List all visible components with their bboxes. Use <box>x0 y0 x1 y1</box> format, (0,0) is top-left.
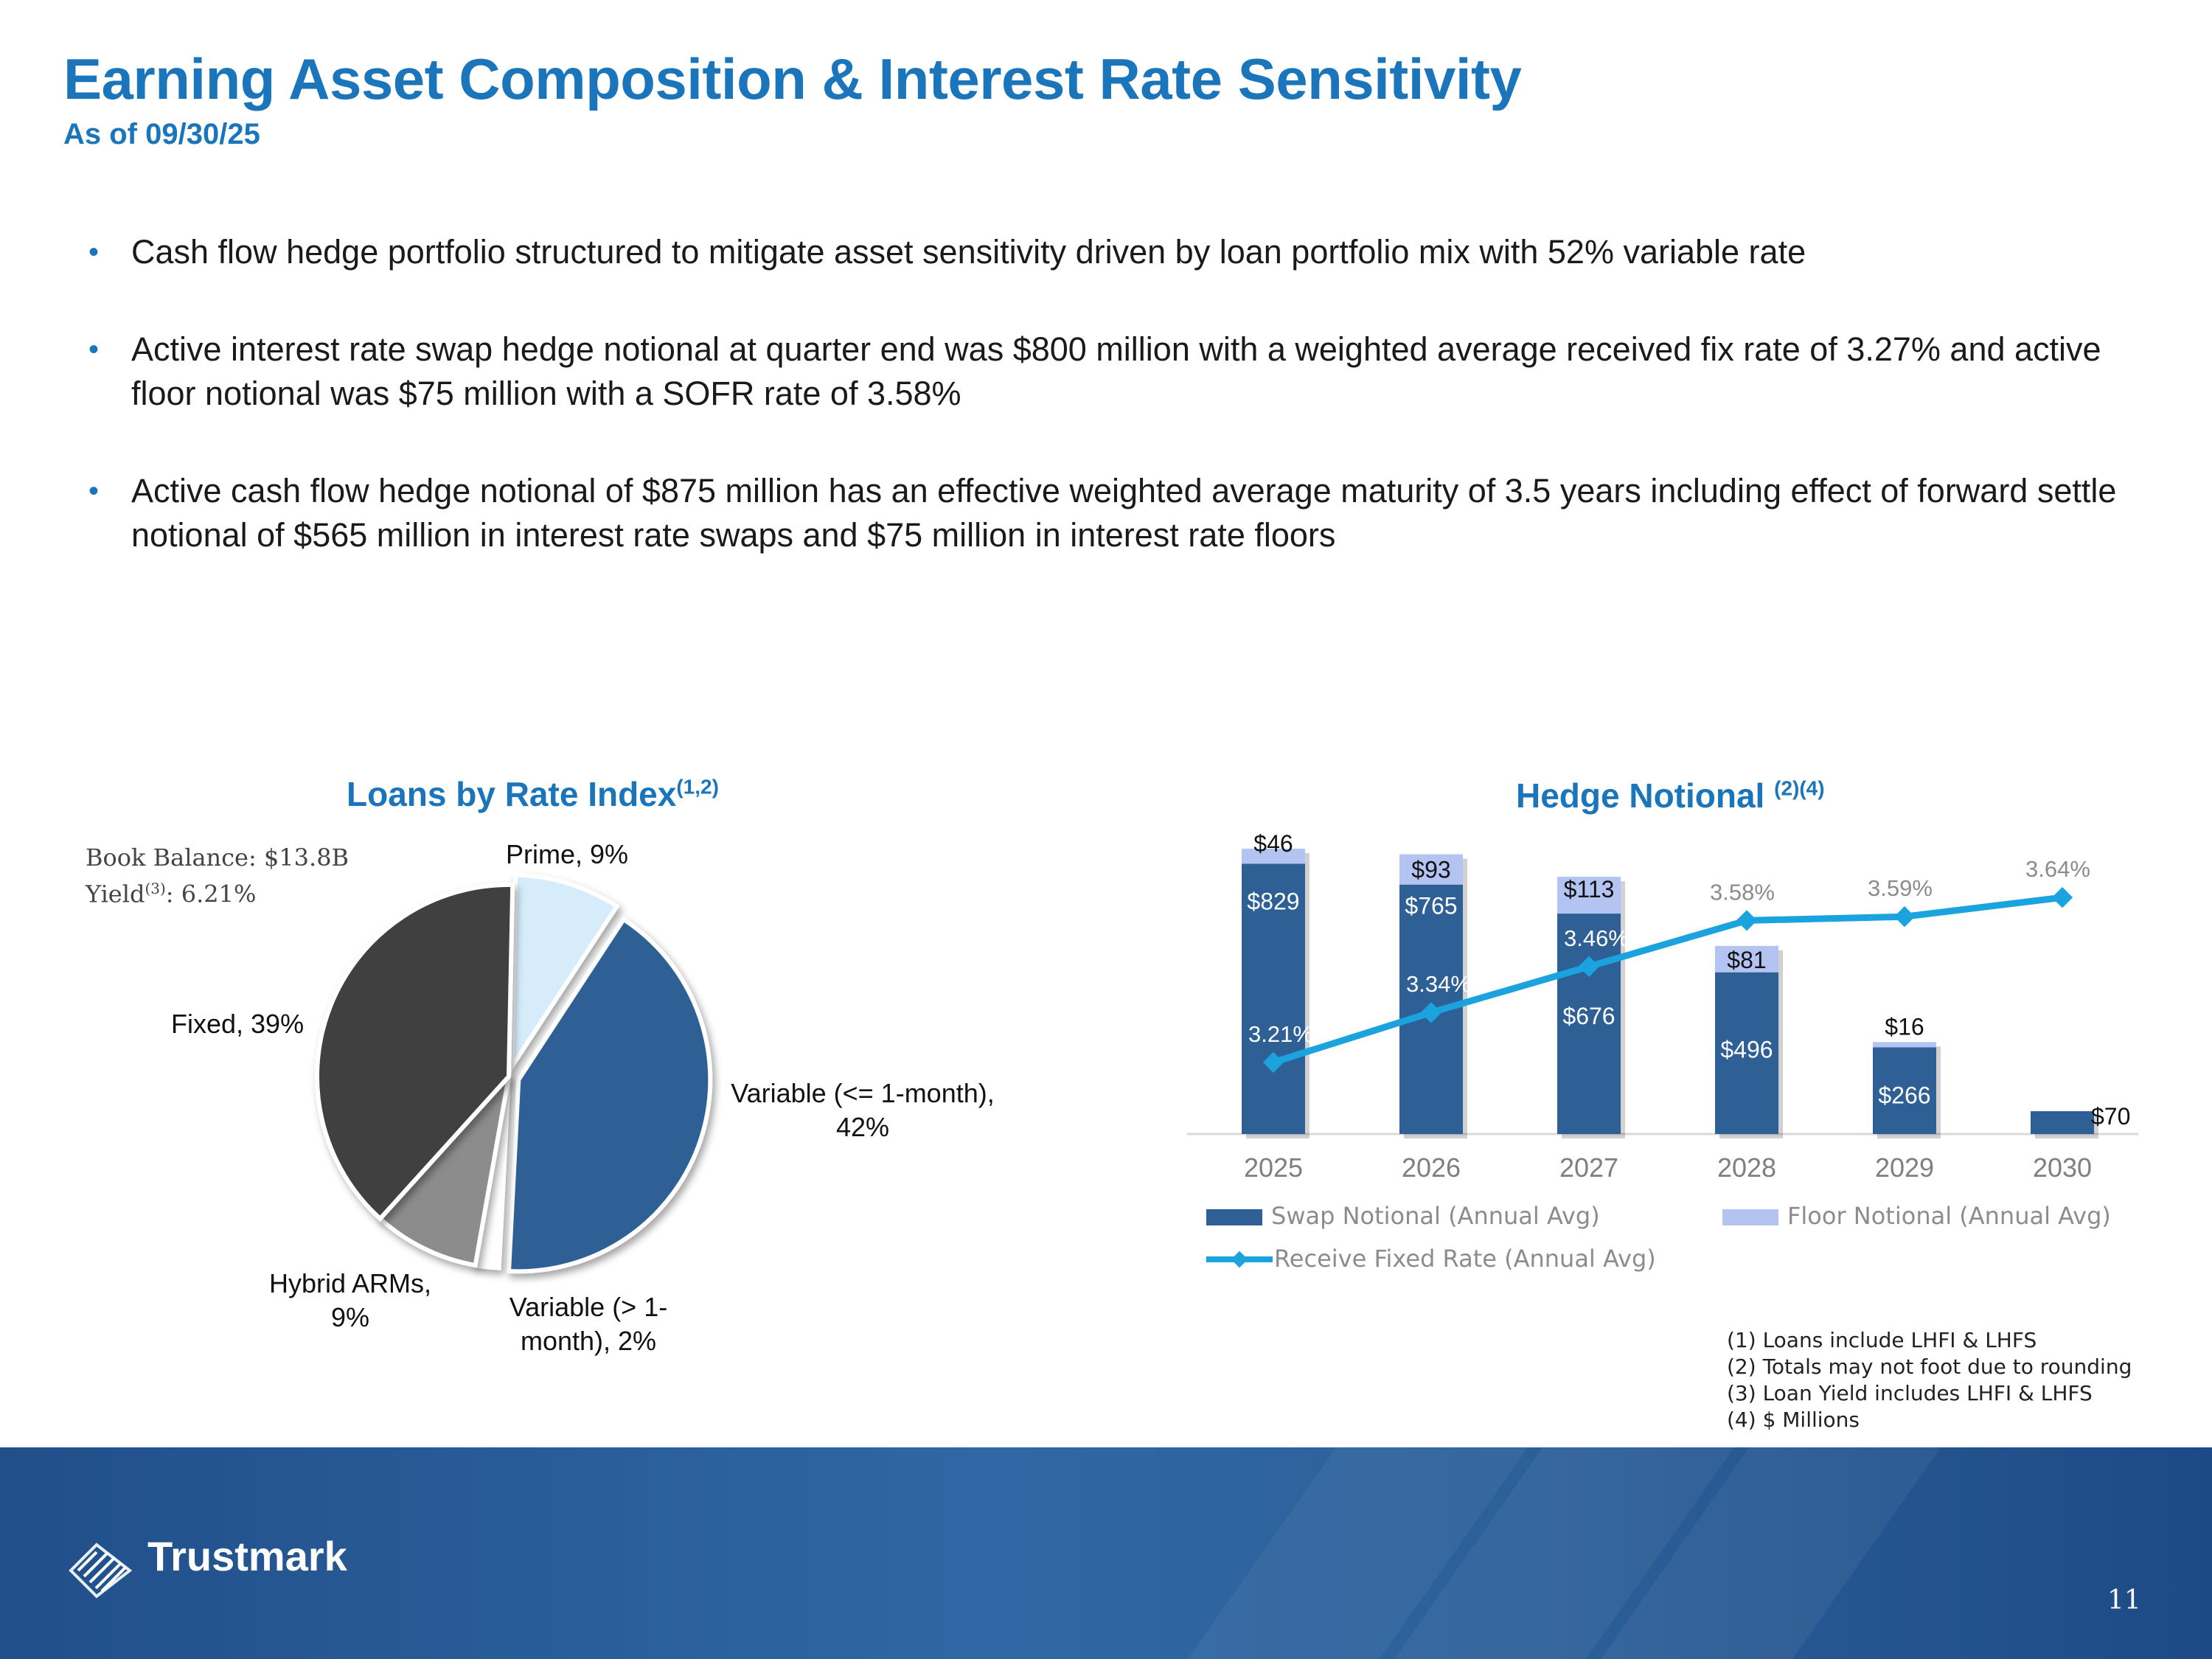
bar-marks <box>1187 830 2138 1183</box>
rate-point <box>1736 910 1757 931</box>
bar-chart-title-footnote: (2)(4) <box>1774 776 1825 800</box>
rate-data-label: 3.46% <box>1564 925 1629 951</box>
x-tick-label: 2030 <box>2032 1152 2093 1183</box>
rate-data-label: 3.59% <box>1868 875 1933 902</box>
x-tick-label: 2026 <box>1401 1152 1461 1183</box>
page-title: Earning Asset Composition & Interest Rate Sensitivity <box>63 46 1522 111</box>
legend-label: Receive Fixed Rate (Annual Avg) <box>1274 1245 1656 1273</box>
swap-bar <box>2031 1111 2094 1134</box>
floor-data-label: $16 <box>1885 1013 1924 1040</box>
swap-data-label: $266 <box>1878 1082 1931 1109</box>
rate-point <box>1894 906 1915 927</box>
x-tick-label: 2028 <box>1717 1152 1777 1183</box>
bullet-icon: • <box>88 475 100 507</box>
loan-yield-label: Yield <box>86 880 145 908</box>
bullet-icon: • <box>88 236 100 268</box>
floor-data-label: $113 <box>1563 876 1615 903</box>
swap-data-label: $70 <box>2091 1103 2131 1130</box>
pie-label-variable-long-line2: month), 2% <box>520 1326 657 1356</box>
pie-label-variable-short-line2: 42% <box>835 1112 890 1142</box>
rate-data-label: 3.58% <box>1710 879 1775 905</box>
book-balance: Book Balance: $13.8B <box>86 844 349 872</box>
pie-label-variable-short <box>723 1077 1003 1144</box>
brand-name: Trustmark <box>147 1533 347 1579</box>
floor-data-label: $46 <box>1253 830 1293 858</box>
swap-data-label: $829 <box>1247 888 1300 915</box>
trustmark-logo-icon <box>63 1537 137 1604</box>
loan-yield-value: : 6.21% <box>165 880 257 908</box>
pie-slices <box>317 875 710 1272</box>
legend-swatch <box>1722 1209 1778 1225</box>
x-tick-label: 2029 <box>1874 1152 1935 1183</box>
pie-chart-title <box>347 774 719 814</box>
pie-label-hybrid-arms <box>251 1267 450 1335</box>
floor-data-label: $93 <box>1411 856 1451 883</box>
rate-data-label: 3.34% <box>1406 971 1471 998</box>
footnote: (1) Loans include LHFI & LHFS <box>1727 1328 2037 1352</box>
pie-label-variable-long-line1: Variable (> 1- <box>509 1292 668 1322</box>
pie-label-fixed: Fixed, 39% <box>171 1009 305 1039</box>
page-number: 11 <box>2107 1585 2141 1615</box>
pie-chart <box>295 863 723 1290</box>
pie-label-prime: Prime, 9% <box>506 839 629 869</box>
pie-chart-title-text: Loans by Rate Index <box>347 775 677 813</box>
bullet-item <box>81 230 2146 274</box>
x-tick-label: 2025 <box>1243 1152 1304 1183</box>
bullet-icon: • <box>88 333 100 366</box>
bar-chart-title <box>1516 776 1825 815</box>
swap-data-label: $765 <box>1405 892 1458 919</box>
floor-data-label: $81 <box>1727 946 1767 973</box>
footnotes <box>1727 1327 2132 1433</box>
bullet-item <box>81 327 2146 416</box>
bullet-text: Cash flow hedge portfolio structured to mitigate asset sensitivity driven by loan portfolio mix with 52% variable rate <box>131 233 1806 271</box>
bar-legend <box>1206 1202 2111 1273</box>
swap-data-label: $496 <box>1720 1036 1773 1063</box>
legend-swatch <box>1206 1209 1262 1225</box>
footnote: (3) Loan Yield includes LHFI & LHFS <box>1727 1381 2093 1405</box>
bullet-item <box>81 469 2146 557</box>
pie-label-variable-short-line1: Variable (<= 1-month), <box>731 1078 995 1108</box>
swap-data-label: $676 <box>1562 1003 1615 1030</box>
rate-data-label: 3.64% <box>2025 856 2090 883</box>
footnote: (2) Totals may not foot due to rounding <box>1727 1354 2132 1379</box>
bullet-text: Active cash flow hedge notional of $875 million has an effective weighted average maturity of 3.5 years including effect of forward settle notional of $565 million in interest rate swaps and $75 million in interest rate floors <box>131 472 2117 554</box>
legend-marker <box>1231 1251 1248 1268</box>
page-subtitle: As of 09/30/25 <box>63 118 260 150</box>
bar-chart <box>1180 826 2153 1298</box>
legend-label: Swap Notional (Annual Avg) <box>1271 1202 1600 1230</box>
pie-label-variable-long <box>493 1290 684 1358</box>
floor-bar <box>1873 1042 1936 1047</box>
loan-yield-footnote: (3) <box>145 880 166 897</box>
bullet-text: Active interest rate swap hedge notional at quarter end was $800 million with a weighted average received fix rate of 3.27% and active floor notional was $75 million with a SOFR rate of 3.58% <box>131 330 2101 412</box>
pie-label-hybrid-arms-line1: Hybrid ARMs, <box>268 1268 432 1298</box>
rate-line <box>1273 897 2062 1062</box>
rate-data-label: 3.21% <box>1248 1020 1313 1047</box>
legend-label: Floor Notional (Annual Avg) <box>1787 1202 2111 1230</box>
footnote: (4) $ Millions <box>1727 1408 1860 1432</box>
rate-point <box>2052 887 2073 908</box>
pie-chart-title-footnote: (1,2) <box>676 775 719 799</box>
pie-label-hybrid-arms-line2: 9% <box>330 1302 370 1332</box>
bullet-list <box>81 230 2146 611</box>
x-tick-label: 2027 <box>1559 1152 1619 1183</box>
bar-chart-title-text: Hedge Notional <box>1516 776 1765 815</box>
